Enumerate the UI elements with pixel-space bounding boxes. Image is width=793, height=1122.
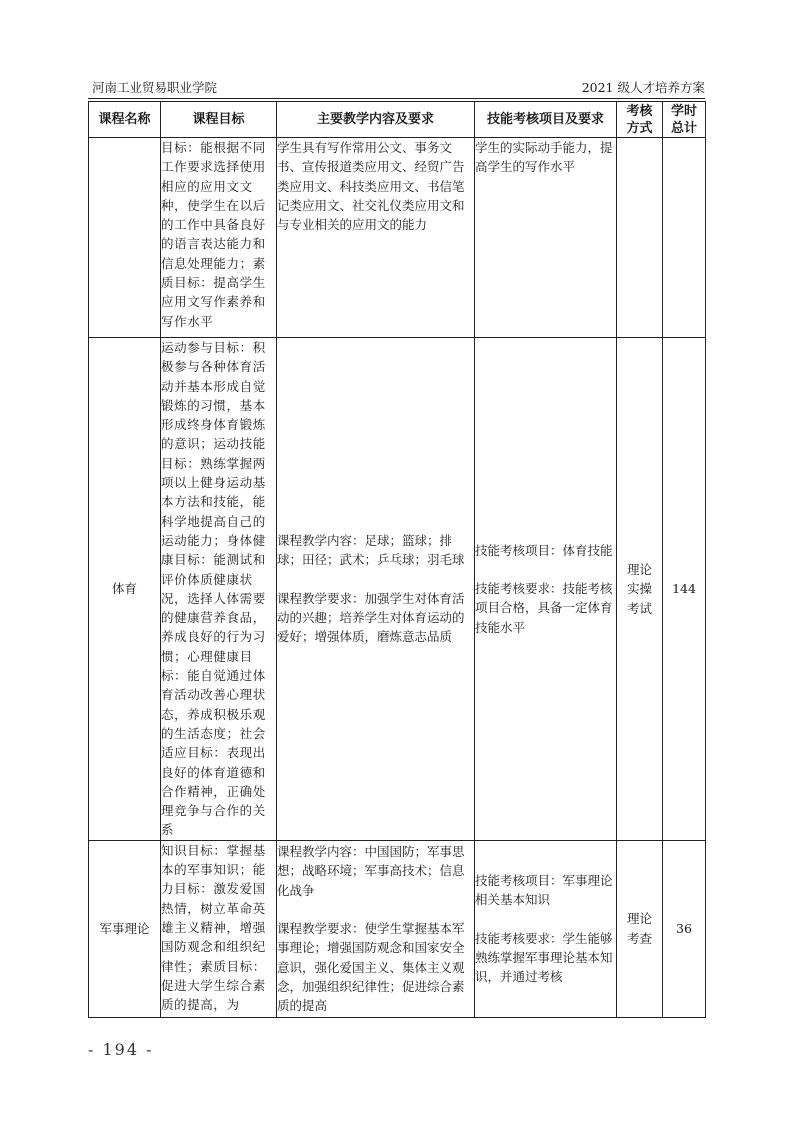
skill-cell [475, 840, 617, 1017]
course-goal-cell: 运动参与目标：积极参与各种体育活动并基本形成自觉锻炼的习惯，基本形成终身体育锻炼的意识；运动技能目标：熟练掌握两项以上健身运动基本方法和技能，能科学地提高自己的运动能力；身体健康目标：能测试和评价体质健康状况，选择人体需要的健康营养食品，养成良好的行为习惯；心理健康目标：能自觉通过体育活动改善心理状态，养成积极乐观的生活态度；社会适应目标：表现出良好的体育道德和合作精神，正确处理竞争与合作的关系 [161, 338, 277, 841]
col-header-course-goal: 课程目标 [161, 102, 277, 138]
course-goal-cell: 目标：能根据不同工作要求选择使用相应的应用文文种，使学生在以后的工作中具备良好的语言表达能力和信息处理能力；素质目标：提高学生应用文写作素养和写作水平 [161, 138, 277, 338]
course-name-cell: 体育 [89, 338, 161, 841]
header-program: 2021 级人才培养方案 [581, 80, 705, 95]
col-header-course-name: 课程名称 [89, 102, 161, 138]
hours-cell: 144 [663, 338, 706, 841]
table-row [89, 840, 706, 1017]
hours-cell: 36 [663, 840, 706, 1017]
course-name-cell: 军事理论 [89, 840, 161, 1017]
skill-cell [475, 338, 617, 841]
content-cell [277, 338, 475, 841]
method-line: 考查 [626, 930, 652, 946]
skill-paragraph: 技能考核要求：学生能够熟练掌握军事理论基本知识，并通过考核 [475, 930, 613, 985]
col-header-skill: 技能考核项目及要求 [475, 102, 617, 138]
skill-paragraph: 技能考核要求：技能考核项目合格，具备一定体育技能水平 [475, 581, 613, 635]
method-cell [617, 840, 663, 1017]
content-cell [277, 840, 475, 1017]
table-row [89, 138, 706, 338]
table-row [89, 338, 706, 841]
skill-cell [475, 138, 617, 338]
content-paragraph: 课程教学要求：使学生掌握基本军事理论；增强国防观念和国家安全意识，强化爱国主义、集体主义观念，加强组织纪律性；促进综合素质的提高 [277, 920, 465, 1014]
skill-paragraph: 技能考核项目：军事理论相关基本知识 [475, 872, 613, 908]
method-line: 考试 [626, 600, 652, 616]
skill-paragraph: 技能考核项目：体育技能 [475, 542, 613, 558]
content-paragraph: 课程教学内容：足球；篮球；排球；田径；武术；乒乓球；羽毛球 [277, 533, 465, 568]
method-cell [617, 138, 663, 338]
content-paragraph: 课程教学内容：中国国防；军事思想；战略环境；军事高技术；信息化战争 [277, 844, 465, 898]
method-cell [617, 338, 663, 841]
content-paragraph: 学生具有写作常用公文、事务文书、宣传报道类应用文、经贸广告类应用文、科技类应用文、书信笔记类应用文、社交礼仪类应用文和与专业相关的应用文的能力 [277, 140, 465, 233]
method-line: 理论 [626, 911, 652, 927]
method-line: 实操 [626, 581, 652, 597]
col-header-method [617, 102, 663, 138]
course-table [88, 101, 706, 1018]
method-line: 理论 [626, 561, 652, 577]
course-name-cell [89, 138, 161, 338]
col-header-hours [663, 102, 706, 138]
header-institution: 河南工业贸易职业学院 [92, 80, 218, 95]
skill-paragraph: 学生的实际动手能力，提高学生的写作水平 [475, 140, 613, 175]
page-number: - 194 - [88, 1040, 154, 1059]
col-header-hours-line1: 学时 [670, 103, 697, 119]
content-cell [277, 138, 475, 338]
col-header-method-line2: 方式 [626, 120, 653, 136]
table-header-row [89, 102, 706, 138]
content-paragraph: 课程教学要求：加强学生对体育活动的兴趣；培养学生对体育运动的爱好；增强体质，磨炼意志品质 [277, 590, 465, 645]
course-goal-cell: 知识目标：掌握基本的军事知识；能力目标：激发爱国热情，树立革命英雄主义精神，增强国防观念和组织纪律性；素质目标：促进大学生综合素质的提高，为 [161, 840, 277, 1017]
col-header-hours-line2: 总计 [670, 120, 697, 136]
header-rule [88, 98, 705, 99]
col-header-content: 主要教学内容及要求 [277, 102, 475, 138]
hours-cell [663, 138, 706, 338]
col-header-method-line1: 考核 [626, 103, 653, 119]
